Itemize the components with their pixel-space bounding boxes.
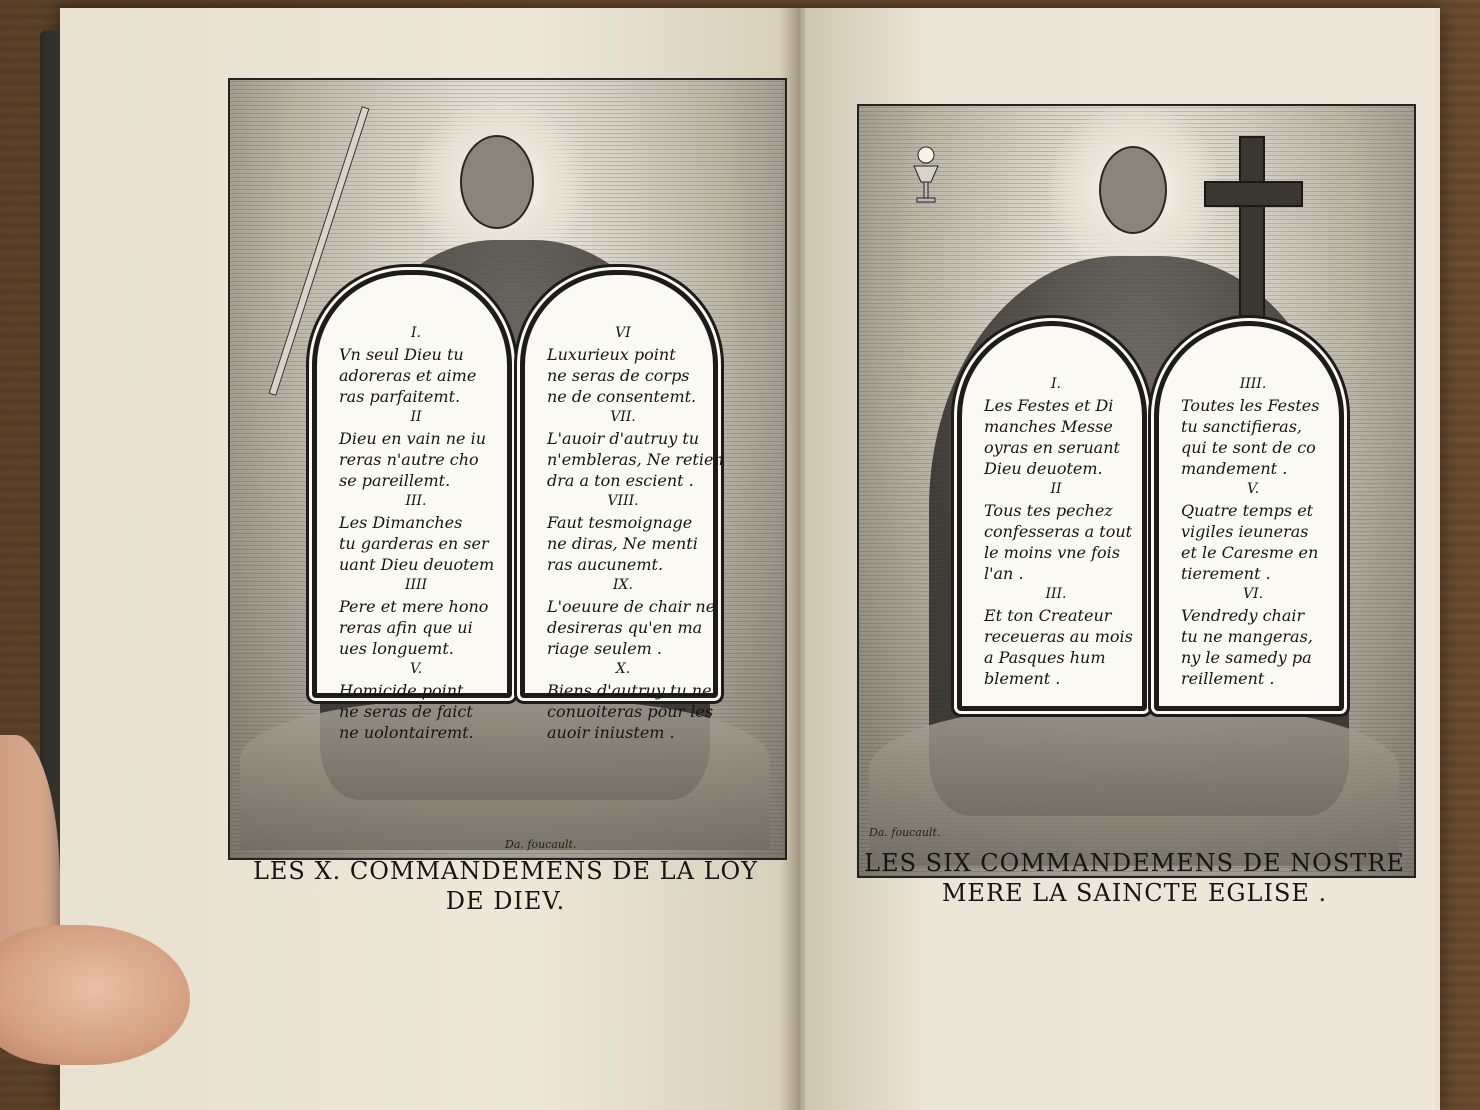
commandment-line: reillement . [1181,669,1275,688]
left-page [110,8,800,1110]
commandment-number: III. [1045,586,1067,602]
commandment-line: dra a ton escient . [547,471,694,490]
moses-head [460,135,534,229]
commandment-line: Faut tesmoignage [547,513,693,532]
commandment-line: ny le samedy pa [1181,648,1312,667]
engraver-signature: Da. foucault. [869,826,941,839]
right-page [805,8,1435,1110]
commandment-line: L'oeuure de chair ne [547,597,716,616]
commandment-number: VIII. [607,493,639,509]
chalice-icon [911,146,941,206]
commandment-line: ne seras de corps [547,366,690,385]
commandment-line: tierement . [1181,564,1271,583]
commandment-number: IIII. [1239,376,1267,392]
commandment-line: ras parfaitemt. [339,387,461,406]
commandment-line: a Pasques hum [984,648,1106,667]
commandment-line: Et ton Createur [984,606,1112,625]
commandment-number: V. [1246,481,1260,497]
commandment-line: mandement . [1181,459,1288,478]
commandment-number: II [1050,481,1062,497]
engraving-plate-church [857,104,1416,878]
commandment-line: Toutes les Festes [1181,396,1320,415]
commandment-line: ne uolontairemt. [339,723,474,742]
commandment-line: oyras en seruant [984,438,1120,457]
commandment-line: auoir iniustem . [547,723,675,742]
commandment-line: confesseras a tout [984,522,1133,541]
caption-line: DE DIEV. [445,887,566,915]
commandment-line: Quatre temps et [1181,501,1314,520]
open-book-spread [60,8,1440,1110]
commandment-line: Pere et mere hono [339,597,489,616]
commandment-line: se pareillemt. [339,471,451,490]
commandment-line: Dieu deuotem. [984,459,1103,478]
commandment-line: adoreras et aime [339,366,477,385]
commandment-number: IIII [404,577,428,593]
commandment-line: receueras au mois [984,627,1133,646]
tablet-left [312,270,512,742]
caption-line: MERE LA SAINCTE EGLISE . [941,879,1328,907]
commandment-line: Les Dimanches [339,513,463,532]
commandment-line: le moins vne fois [984,543,1120,562]
commandment-line: qui te sont de co [1181,438,1316,457]
commandment-number: IX. [613,577,633,593]
engraver-signature: Da. foucault. [505,838,577,851]
caption [857,848,1412,908]
commandment-line: L'auoir d'autruy tu [547,429,700,448]
commandment-number: II [410,409,422,425]
church-head [1099,146,1167,234]
commandment-line: ues longuemt. [339,639,454,658]
commandment-line: ne de consentemt. [547,387,697,406]
commandment-line: manches Messe [984,417,1113,436]
commandment-number: III. [405,493,427,509]
commandment-line: l'an . [984,564,1024,583]
engraving-plate-moses [228,78,787,860]
commandment-line: conuoiteras pour les [547,702,714,721]
commandment-line: Biens d'autruy tu ne [547,681,712,700]
commandment-line: tu sanctifieras, [1181,417,1303,436]
caption-line: LES SIX COMMANDEMENS DE NOSTRE [864,849,1405,877]
commandment-number: X. [615,661,631,677]
commandment-number: VII. [610,409,636,425]
commandment-line: Dieu en vain ne iu [339,429,487,448]
commandment-line: Vendredy chair [1181,606,1305,625]
cross-icon [1239,136,1265,340]
cross-bar [1204,181,1303,207]
commandment-line: reras afin que ui [339,618,473,637]
commandment-line: reras n'autre cho [339,450,479,469]
commandment-number: VI. [1242,586,1264,602]
commandment-line: et le Caresme en [1181,543,1319,562]
tablet-right [1154,321,1344,711]
commandment-line: riage seulem . [547,639,663,658]
commandment-number: VI [615,325,631,341]
caption-line: LES X. COMMANDEMENS DE LA LOY [252,857,759,885]
tablet-right [520,270,724,742]
caption [228,856,783,916]
commandment-line: ras aucunemt. [547,555,664,574]
commandment-number: V. [409,661,423,677]
commandment-line: n'embleras, Ne retien [547,450,724,469]
commandment-line: desireras qu'en ma [547,618,703,637]
commandment-line: ne diras, Ne menti [547,534,698,553]
tablet-left [957,321,1147,711]
commandment-number: I. [411,325,421,341]
commandment-line: uant Dieu deuotem [339,555,495,574]
commandment-line: blement . [984,669,1061,688]
commandment-line: tu ne mangeras, [1181,627,1313,646]
commandment-number: I. [1051,376,1061,392]
commandment-line: ne seras de faict [339,702,473,721]
commandment-line: Luxurieux point [547,345,676,364]
ground [869,706,1399,866]
commandment-line: Vn seul Dieu tu [339,345,464,364]
commandment-line: Homicide point [339,681,464,700]
commandment-line: Les Festes et Di [984,396,1114,415]
commandment-line: Tous tes pechez [984,501,1113,520]
commandment-line: tu garderas en ser [339,534,489,553]
commandment-line: vigiles ieuneras [1181,522,1309,541]
